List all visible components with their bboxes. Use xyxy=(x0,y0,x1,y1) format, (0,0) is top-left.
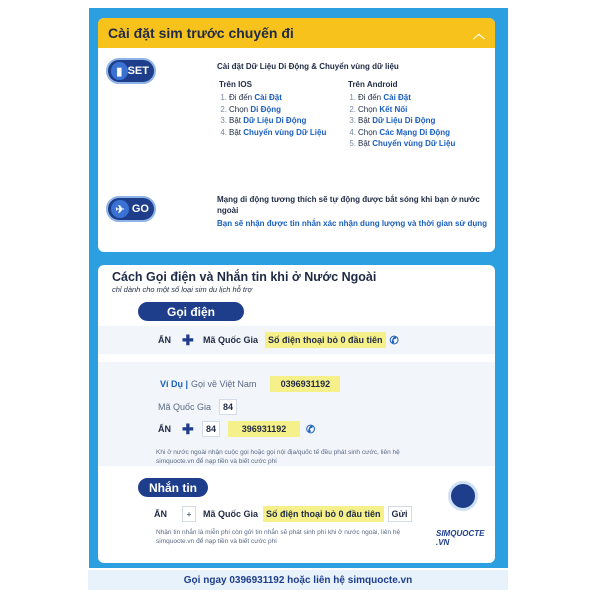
ios-step-3 xyxy=(219,115,326,127)
brand-logo xyxy=(436,529,484,547)
chevron-up-icon[interactable]: ︿ xyxy=(472,26,485,41)
android-step-2 xyxy=(348,104,455,116)
step-text: Chọn xyxy=(229,104,251,114)
example-text: Gọi về Việt Nam xyxy=(191,379,257,389)
setup-header[interactable] xyxy=(98,18,495,48)
step-text: Đi đến xyxy=(229,93,255,102)
sms-send-button[interactable]: Gửi xyxy=(388,506,412,522)
step-highlight: Các Mạng Di Động xyxy=(379,127,451,137)
step-highlight: Chuyển vùng Dữ Liệu xyxy=(243,127,327,137)
android-heading: Trên Android xyxy=(348,80,398,89)
footer-contact[interactable]: Gọi ngay 0396931192 hoặc liên hệ simquocte.vn xyxy=(88,570,508,590)
call-formula-row xyxy=(98,326,495,354)
code-row xyxy=(98,399,495,415)
step-highlight: Di Động xyxy=(250,104,282,114)
brand-line1: SIMQUOCTE xyxy=(436,529,485,538)
call-an-label: ẤN xyxy=(158,335,171,345)
phone-icon[interactable]: ✆ xyxy=(389,334,399,347)
call-country-code: Mã Quốc Gia xyxy=(203,335,259,345)
code-value: 84 xyxy=(219,399,237,415)
step-text: Chọn xyxy=(358,104,380,114)
plus-icon: + xyxy=(182,506,196,522)
confirmation-text: Bạn sẽ nhận được tin nhắn xác nhận dung lượng và thời gian sử dụng xyxy=(217,219,488,228)
call-number-rule: Số điện thoại bỏ 0 đầu tiên xyxy=(265,332,386,348)
guide-subtitle: chỉ dành cho một số loại sim du lịch hỗ trợ xyxy=(112,285,253,294)
brand-line2: .VN xyxy=(436,538,450,547)
mobile-network-text: Mạng di động tương thích sẽ tự động được bắt sóng khi bạn ở nước ngoài xyxy=(217,195,480,215)
sms-number-rule: Số điện thoại bỏ 0 đầu tiên xyxy=(263,506,384,522)
ios-heading: Trên IOS xyxy=(219,80,252,89)
example-formula-row xyxy=(98,420,495,438)
go-badge xyxy=(106,196,156,222)
example-number: 0396931192 xyxy=(270,376,340,392)
sms-pill: Nhắn tin xyxy=(138,478,208,497)
step-text: Bật xyxy=(229,116,244,125)
step-number: 3. xyxy=(349,116,356,125)
android-step-3 xyxy=(348,115,455,127)
step-number: 2. xyxy=(349,104,356,114)
brand-logo-icon xyxy=(448,481,478,511)
setup-card xyxy=(98,18,495,252)
step-highlight: Chuyển vùng Dữ Liệu xyxy=(372,139,456,148)
step-text: Bật xyxy=(358,116,373,125)
step-number: 3. xyxy=(220,116,227,125)
go-badge-label: GO xyxy=(131,203,149,215)
step-number: 4. xyxy=(349,127,356,137)
step-text: Bật xyxy=(358,139,373,148)
step-text: Đi đến xyxy=(358,93,384,102)
set-badge xyxy=(106,58,156,84)
guide-card xyxy=(98,265,495,563)
ios-step-4 xyxy=(219,127,326,139)
ios-step-list xyxy=(219,92,326,138)
example-label: Ví Dụ | xyxy=(160,379,189,389)
step-highlight: Cài Đặt xyxy=(383,93,411,102)
android-step-1 xyxy=(348,92,455,104)
guide-title: Cách Gọi điện và Nhắn tin khi ở Nước Ngoài xyxy=(112,270,377,284)
example-code: 84 xyxy=(202,421,220,437)
plane-icon: ✈ xyxy=(111,200,129,218)
step-highlight: Dữ Liệu Di Động xyxy=(243,116,307,125)
call-note: Khi ở nước ngoài nhận cuộc gọi hoặc gọi nội địa/quốc tế đều phát sinh cước, liên hệ simquocte.vn để nạp tiền và biết cước phí xyxy=(156,449,400,465)
step-highlight: Cài Đặt xyxy=(254,93,282,102)
step-number: 1. xyxy=(349,93,356,102)
sms-country-code: Mã Quốc Gia xyxy=(203,509,259,519)
ios-step-2 xyxy=(219,104,326,116)
step-highlight: Kết Nối xyxy=(379,104,408,114)
example-row xyxy=(98,376,495,392)
step-number: 4. xyxy=(220,127,227,137)
android-steps xyxy=(348,80,455,150)
step-highlight: Dữ Liệu Di Động xyxy=(372,116,436,125)
android-step-5 xyxy=(348,138,455,150)
ios-steps xyxy=(219,80,326,138)
step-number: 2. xyxy=(220,104,227,114)
plus-icon: ✚ xyxy=(182,331,194,348)
ios-step-1 xyxy=(219,92,326,104)
android-step-4 xyxy=(348,127,455,139)
example-trimmed-number: 396931192 xyxy=(228,421,300,437)
sms-an-label: ẤN xyxy=(154,509,167,519)
sim-card-icon: ▮ xyxy=(111,62,128,80)
example-an-label: ẤN xyxy=(158,424,171,434)
android-step-list xyxy=(348,92,455,150)
setup-title: Cài đặt sim trước chuyến đi xyxy=(108,25,294,41)
call-pill: Gọi điện xyxy=(138,302,244,321)
code-label: Mã Quốc Gia xyxy=(158,402,212,412)
step-number: 1. xyxy=(220,93,227,102)
step-text: Bật xyxy=(229,127,244,137)
set-badge-label: SET xyxy=(127,65,149,77)
data-setting-title: Cài đặt Dữ Liệu Di Động & Chuyển vùng dữ liệu xyxy=(217,62,399,71)
phone-icon[interactable]: ✆ xyxy=(306,423,316,436)
plus-icon: ✚ xyxy=(182,420,194,437)
step-text: Chọn xyxy=(358,127,380,137)
step-number: 5. xyxy=(349,139,356,148)
sms-note: Nhận tin nhắn là miễn phí còn gửi tin nhắn sẽ phát sinh phí khi ở nước ngoài, liên hệ simquocte.vn để nạp tiền và biết cước phí xyxy=(156,529,401,545)
sms-formula-row xyxy=(98,505,495,523)
